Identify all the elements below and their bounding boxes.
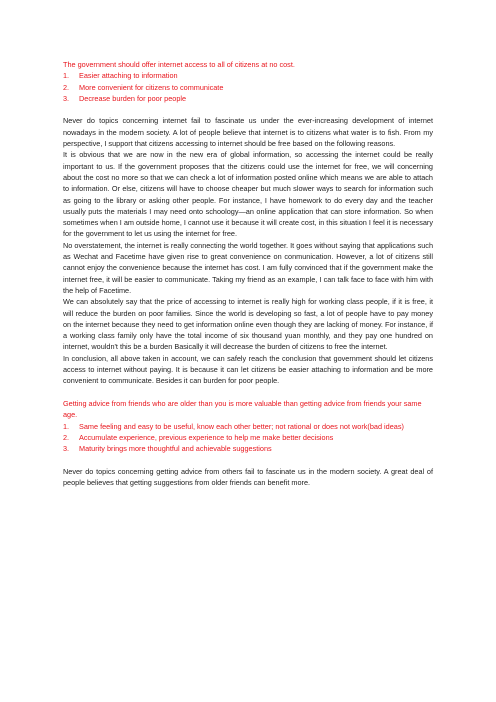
essay1-paragraph: We can absolutely say that the price of accessing to internet is really high for working class people, if it is free, it will reduce the burden on poor families. Since the world is developing so fast, a lot of people have to pay money on the internet because they need to get information online even though they are lacking of money. For instance, if a working class family only have the total income of six thousand yuan monthly, and they pay one hundred on internet, wouldn't this be a burden Basically it will decrease the burden of citizens to free the internet. <box>63 297 433 352</box>
outline-number: 3. <box>63 93 70 103</box>
outline-number: 2. <box>63 82 70 92</box>
outline-text: Accumulate experience, previous experience to help me make better decisions <box>79 432 334 442</box>
outline-text: More convenient for citizens to communicate <box>79 82 224 92</box>
spacer <box>63 104 433 115</box>
outline-item <box>63 443 433 454</box>
outline-item <box>63 70 433 81</box>
document-page <box>63 59 433 488</box>
essay1-paragraph: It is obvious that we are now in the new era of global information, so accessing the internet could be really important to us. If the government proposes that the citizens could use the internet for free, we will concerning about the cost no more so that we can check a lot of information posted online which means we are able to attach to information. Or else, citizens will have to choose cheaper but much slower ways to search for information such as going to the library or asking other people. For instance, I have homework to do every day and the teacher usually puts the materials I may need onto schoology—an online application that can store information. So when sometimes when I am outside home, I cannot use it because it will create cost, in this situation I feel it is necessary for the government to let us using the internet for free. <box>63 150 433 239</box>
outline-number: 1. <box>63 71 70 81</box>
outline-text: Easier attaching to information <box>79 71 178 81</box>
spacer <box>63 387 433 398</box>
essay2-outline <box>63 421 433 455</box>
outline-item <box>63 421 433 432</box>
essay1-paragraph: Never do topics concerning internet fail to fascinate us under the ever-increasing development of internet nowadays in the modern society. A lot of people believe that internet is to citizens what water is to fish. From my perspective, I support that citizens accessing to internet should be free based on the following reasons. <box>63 116 433 149</box>
outline-text: Same feeling and easy to be useful, know each other better; not rational or does not work(bad ideas) <box>79 421 404 431</box>
essay1-outline <box>63 70 433 104</box>
essay2-paragraph: Never do topics concerning getting advice from others fail to fascinate us in the modern society. A great deal of people believes that getting suggestions from older friends can benefit more. <box>63 466 433 487</box>
essay2-title: Getting advice from friends who are older than you is more valuable than getting advice from friends your same age. <box>63 398 422 420</box>
spacer <box>63 454 433 465</box>
essay1-paragraph: In conclusion, all above taken in account, we can safely reach the conclusion that government should let citizens access to internet without paying. It is because it can let citizens be easier attaching to information and be more convenient to communicate. Besides it can burden for poor people. <box>63 353 433 386</box>
outline-item <box>63 93 433 104</box>
outline-number: 1. <box>63 421 70 431</box>
outline-text: Decrease burden for poor people <box>79 93 187 103</box>
outline-item <box>63 432 433 443</box>
outline-number: 3. <box>63 444 70 454</box>
outline-item <box>63 82 433 93</box>
essay1-title: The government should offer internet access to all of citizens at no cost. <box>63 60 295 69</box>
essay1-paragraph: No overstatement, the internet is really connecting the world together. It goes without saying that applications such as Wechat and Facetime have given rise to great convenience on conmunication. However, a lot of citizens still cannot enjoy the convenience because the internet has cost. I am fully convinced that if the government make the internet free, it will be easier to communicate. Taking my friend as an example, I can talk face to face with him with the help of Facetime. <box>63 240 433 295</box>
outline-number: 2. <box>63 432 70 442</box>
outline-text: Maturity brings more thoughtful and achievable suggestions <box>79 444 272 454</box>
